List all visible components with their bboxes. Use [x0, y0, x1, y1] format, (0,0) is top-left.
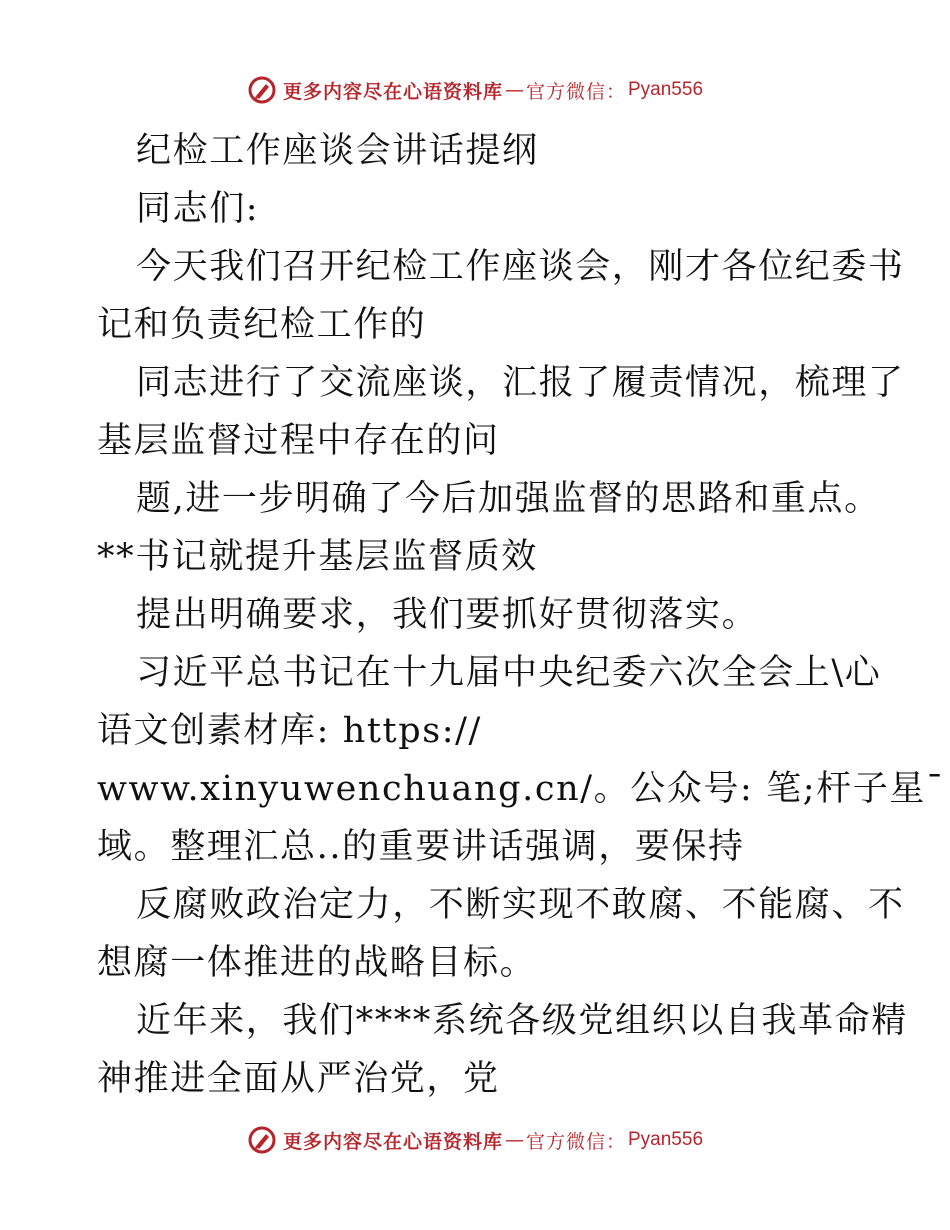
text-line: **书记就提升基层监督质效	[97, 537, 538, 577]
text-line: 神推进全面从严治党，党	[97, 1059, 500, 1099]
header-banner	[0, 70, 950, 110]
text-line: 近年来，我们****系统各级党组织以自我革命精	[136, 1001, 908, 1041]
text-line: 基层监督过程中存在的问	[97, 421, 500, 461]
pen-logo-icon	[247, 1125, 277, 1155]
text-line: 习近平总书记在十九届中央纪委六次全会上\心	[136, 653, 882, 693]
text-line: www.xinyuwenchuang.cn/。公众号: 笔;杆子星¯	[97, 769, 946, 809]
text-line: 题,进一步明确了今后加强监督的思路和重点。	[136, 479, 881, 519]
banner-dash: —	[504, 79, 524, 101]
footer-banner	[0, 1120, 950, 1160]
document-body	[97, 122, 946, 1108]
banner-wechat-label: 官方微信：	[525, 1130, 626, 1153]
text-line: 记和负责纪检工作的	[97, 305, 427, 345]
text-line: 域。整理汇总..的重要讲话强调，要保持	[97, 827, 745, 867]
text-line: 语文创素材库: https://	[97, 711, 482, 751]
text-line: 同志进行了交流座谈，汇报了履责情况，梳理了	[136, 363, 905, 403]
salutation: 同志们:	[136, 189, 260, 229]
banner-brand-text: 更多内容尽在心语资料库	[282, 80, 503, 103]
text-line: 提出明确要求，我们要抓好贯彻落实。	[136, 595, 759, 635]
banner-wechat-id: Pyan556	[628, 79, 704, 100]
document-title: 纪检工作座谈会讲话提纲	[136, 131, 539, 171]
banner-brand-text: 更多内容尽在心语资料库	[282, 1130, 503, 1153]
banner-wechat-label: 官方微信：	[525, 80, 626, 103]
banner-dash: —	[504, 1129, 524, 1151]
text-line: 今天我们召开纪检工作座谈会，刚才各位纪委书	[136, 247, 905, 287]
banner-wechat-id: Pyan556	[628, 1129, 704, 1150]
text-line: 反腐败政治定力，不断实现不敢腐、不能腐、不	[136, 885, 905, 925]
pen-logo-icon	[247, 75, 277, 105]
text-line: 想腐一体推进的战略目标。	[97, 943, 537, 983]
